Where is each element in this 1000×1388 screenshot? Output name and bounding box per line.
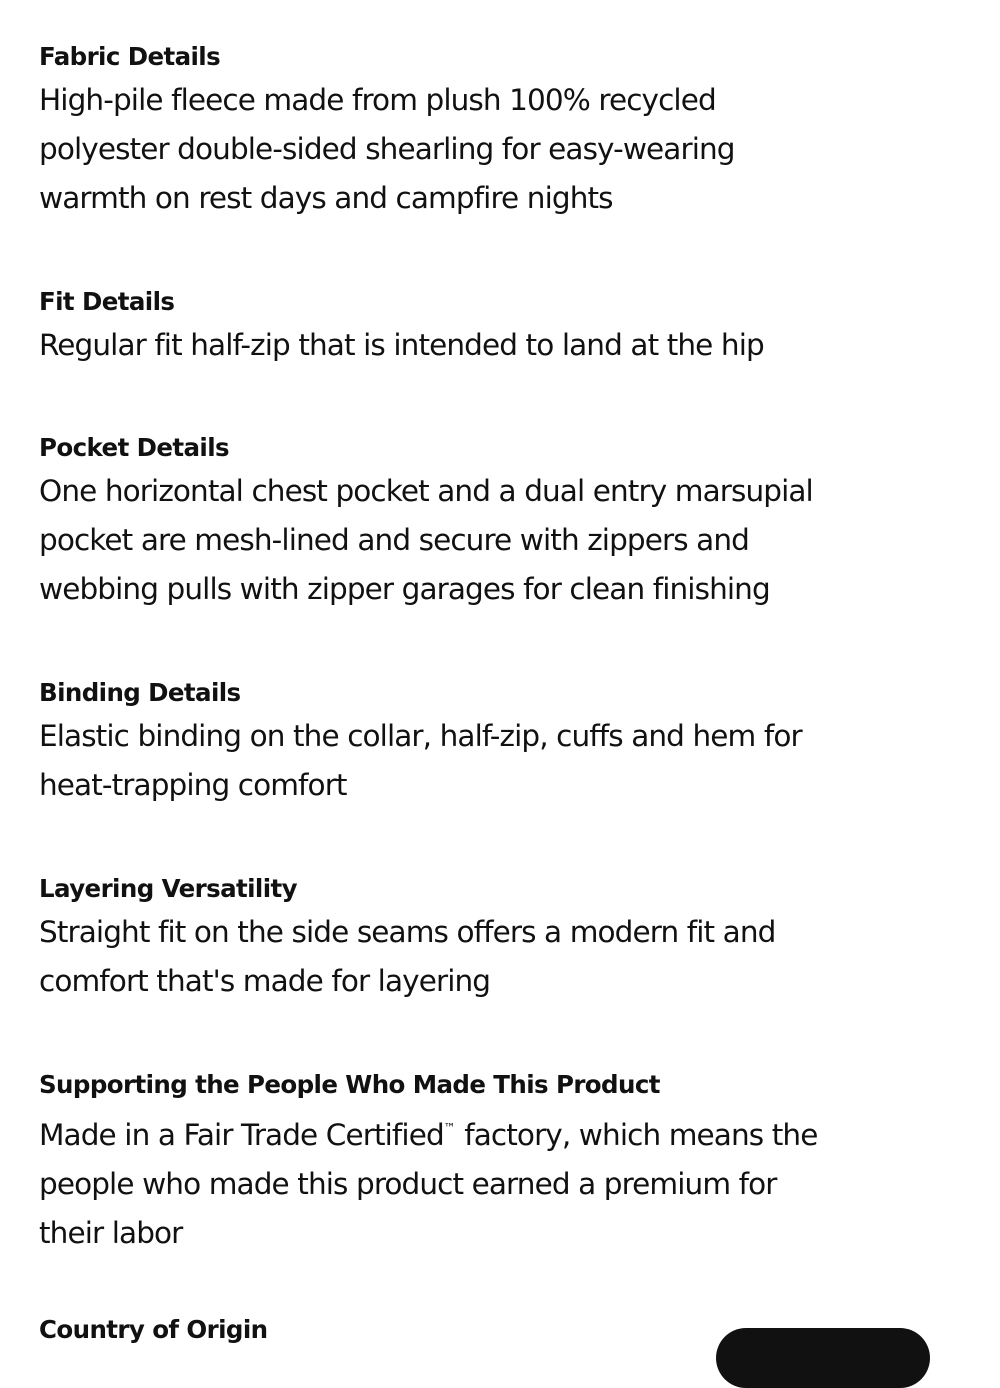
body-line: Regular fit half-zip that is intended to land at the hip	[39, 328, 764, 362]
section-heading: Supporting the People Who Made This Product	[39, 1070, 660, 1099]
section-heading: Layering Versatility	[39, 874, 297, 903]
body-line: pocket are mesh-lined and secure with zippers and	[39, 523, 749, 557]
section-heading: Pocket Details	[39, 433, 229, 462]
body-line: One horizontal chest pocket and a dual entry marsupial	[39, 474, 813, 508]
body-line: Straight fit on the side seams offers a modern fit and	[39, 915, 776, 949]
body-line	[39, 1104, 939, 1160]
body-text-fragment: Made in a Fair Trade Certified	[39, 1118, 444, 1152]
section-body	[39, 908, 939, 1006]
fit-details-section	[39, 285, 939, 370]
fabric-details-section	[39, 40, 939, 223]
body-text-fragment: factory, which means the	[455, 1118, 818, 1152]
section-heading: Binding Details	[39, 678, 241, 707]
trademark-symbol: ™	[443, 1121, 456, 1135]
section-body	[39, 1104, 939, 1258]
body-line: warmth on rest days and campfire nights	[39, 181, 613, 215]
section-body	[39, 76, 939, 223]
fair-trade-section	[39, 1068, 939, 1258]
body-line: Elastic binding on the collar, half-zip, cuffs and hem for	[39, 719, 802, 753]
layering-versatility-section	[39, 872, 939, 1006]
section-body	[39, 712, 939, 810]
body-line: polyester double-sided shearling for easy-wearing	[39, 132, 735, 166]
body-line: heat-trapping comfort	[39, 768, 347, 802]
body-line: people who made this product earned a premium for	[39, 1167, 777, 1201]
body-line: their labor	[39, 1216, 183, 1250]
floating-action-button[interactable]	[716, 1328, 930, 1388]
binding-details-section	[39, 676, 939, 810]
body-line: comfort that's made for layering	[39, 964, 491, 998]
section-heading: Fit Details	[39, 287, 175, 316]
body-line: High-pile fleece made from plush 100% recycled	[39, 83, 716, 117]
section-body	[39, 321, 939, 370]
section-heading: Fabric Details	[39, 42, 221, 71]
section-body	[39, 467, 939, 614]
pocket-details-section	[39, 431, 939, 614]
body-line: webbing pulls with zipper garages for clean finishing	[39, 572, 770, 606]
section-heading: Country of Origin	[39, 1315, 268, 1344]
